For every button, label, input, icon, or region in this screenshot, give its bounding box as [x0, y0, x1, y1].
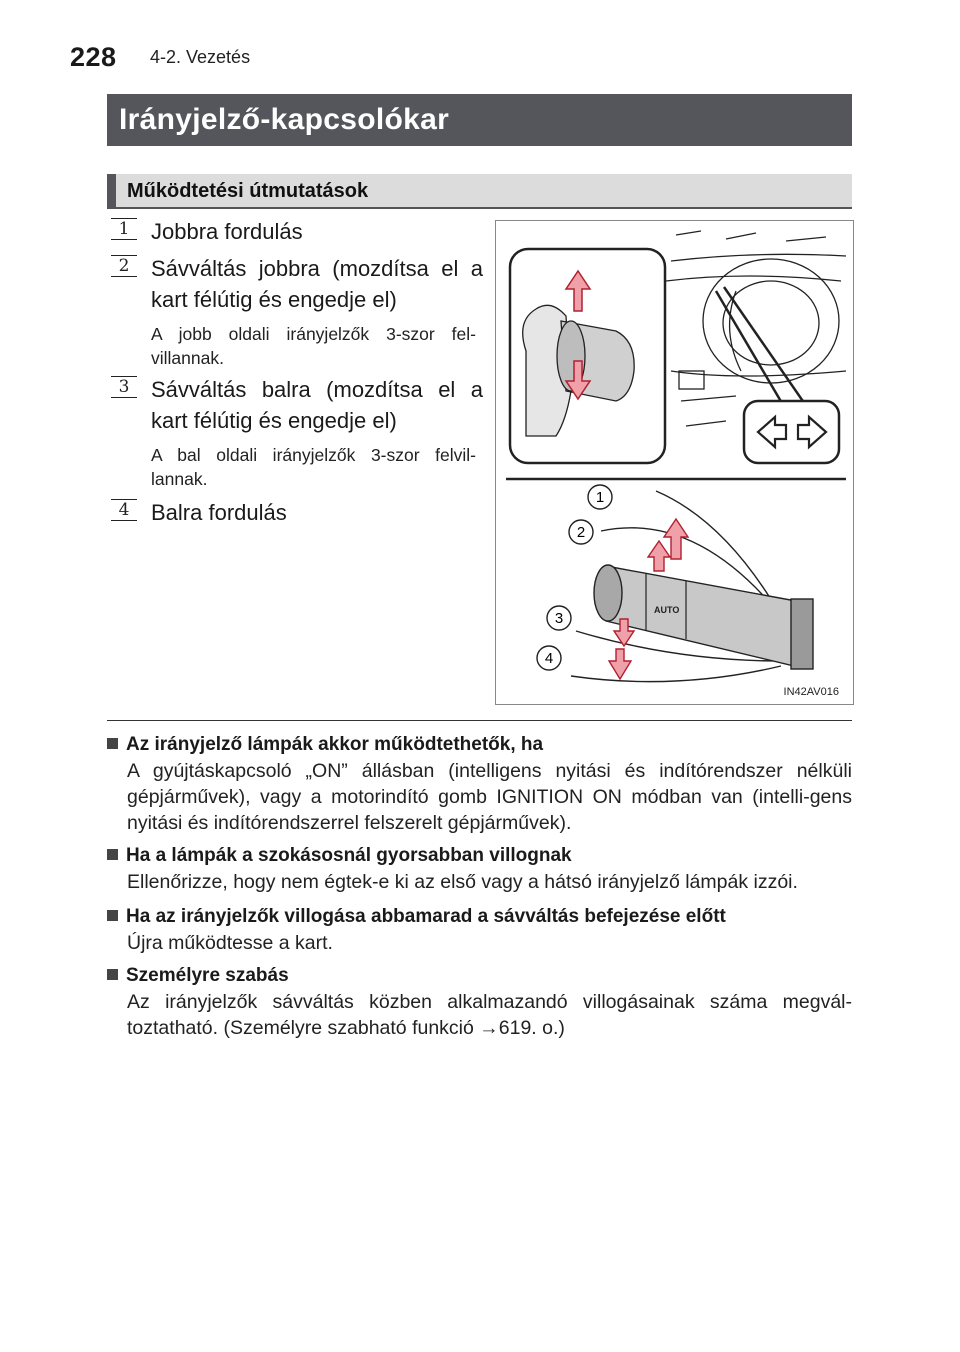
info-heading: Ha az irányjelzők villogása abbamarad a sávváltás befejezése előtt [107, 904, 852, 930]
step-2 [113, 253, 483, 315]
info-body: Újra működtesse a kart. [127, 932, 333, 954]
bullet-square-icon [107, 969, 118, 980]
lever-closeup-inset [510, 249, 665, 463]
chapter-title: 4-2. Vezetés [150, 47, 251, 67]
info-item [107, 732, 852, 836]
info-heading: Személyre szabás [107, 963, 852, 989]
info-body: A gyújtáskapcsoló „ON” állásban (intelligens nyitási és indítórendszer nélküli gépjárművek), vagy a motorindító gomb IGNITION ON módban van (intelli-gens nyitási és indítórendszerrel felszerelt gépjárművek). [127, 760, 852, 834]
step-2-note: A jobb oldali irányjelzők 3-szor fel-villannak. [151, 324, 476, 368]
lever-auto-label: AUTO [654, 605, 680, 615]
section-title: Irányjelző-kapcsolókar [119, 103, 450, 136]
callout-1: 1 [595, 489, 605, 506]
callout-3: 3 [554, 610, 564, 627]
step-number: 4 [113, 499, 135, 521]
subheading-bar [107, 174, 852, 209]
page-number: 228 [70, 42, 117, 72]
callout-2: 2 [576, 524, 586, 541]
divider [107, 720, 852, 721]
info-heading: Ha a lámpák a szokásosnál gyorsabban villognak [107, 843, 852, 869]
subheading: Működtetési útmutatások [127, 180, 369, 202]
subheading-marker [107, 174, 116, 207]
info-item [107, 843, 852, 895]
arrow-4-icon [609, 649, 631, 679]
step-1 [113, 216, 483, 247]
step-number: 3 [113, 376, 135, 398]
turn-signal-lever [594, 565, 813, 669]
step-text: Sávváltás balra (mozdítsa el a kart félútig és engedje el) [151, 377, 483, 433]
step-number: 2 [113, 255, 135, 277]
info-heading: Az irányjelző lámpák akkor működtethetők, ha [107, 732, 852, 758]
info-item [107, 963, 852, 1041]
figure-code: IN42AV016 [783, 686, 839, 698]
step-text: Sávváltás jobbra (mozdítsa el a kart félútig és engedje el) [151, 256, 483, 312]
info-body: Ellenőrizze, hogy nem égtek-e ki az első vagy a hátsó irányjelző lámpák izzói. [127, 871, 798, 893]
step-4 [113, 497, 483, 528]
step-text: Balra fordulás [151, 500, 287, 525]
info-item [107, 904, 852, 956]
info-body: Az irányjelzők sávváltás közben alkalmazandó villogásainak száma megvál-toztatható. (Személyre szabható funkció →619. o.) [127, 991, 852, 1039]
arrow-2-icon [648, 541, 670, 571]
bullet-square-icon [107, 910, 118, 921]
step-3-note: A bal oldali irányjelzők 3-szor felvil-lannak. [151, 445, 476, 489]
bullet-square-icon [107, 738, 118, 749]
section-title-bar [107, 94, 852, 146]
bullet-square-icon [107, 849, 118, 860]
step-3 [113, 374, 483, 436]
turn-signal-figure [495, 220, 854, 705]
callout-4: 4 [544, 650, 554, 667]
step-number: 1 [113, 218, 135, 240]
arrow-indicator-box [744, 401, 839, 463]
step-text: Jobbra fordulás [151, 219, 303, 244]
